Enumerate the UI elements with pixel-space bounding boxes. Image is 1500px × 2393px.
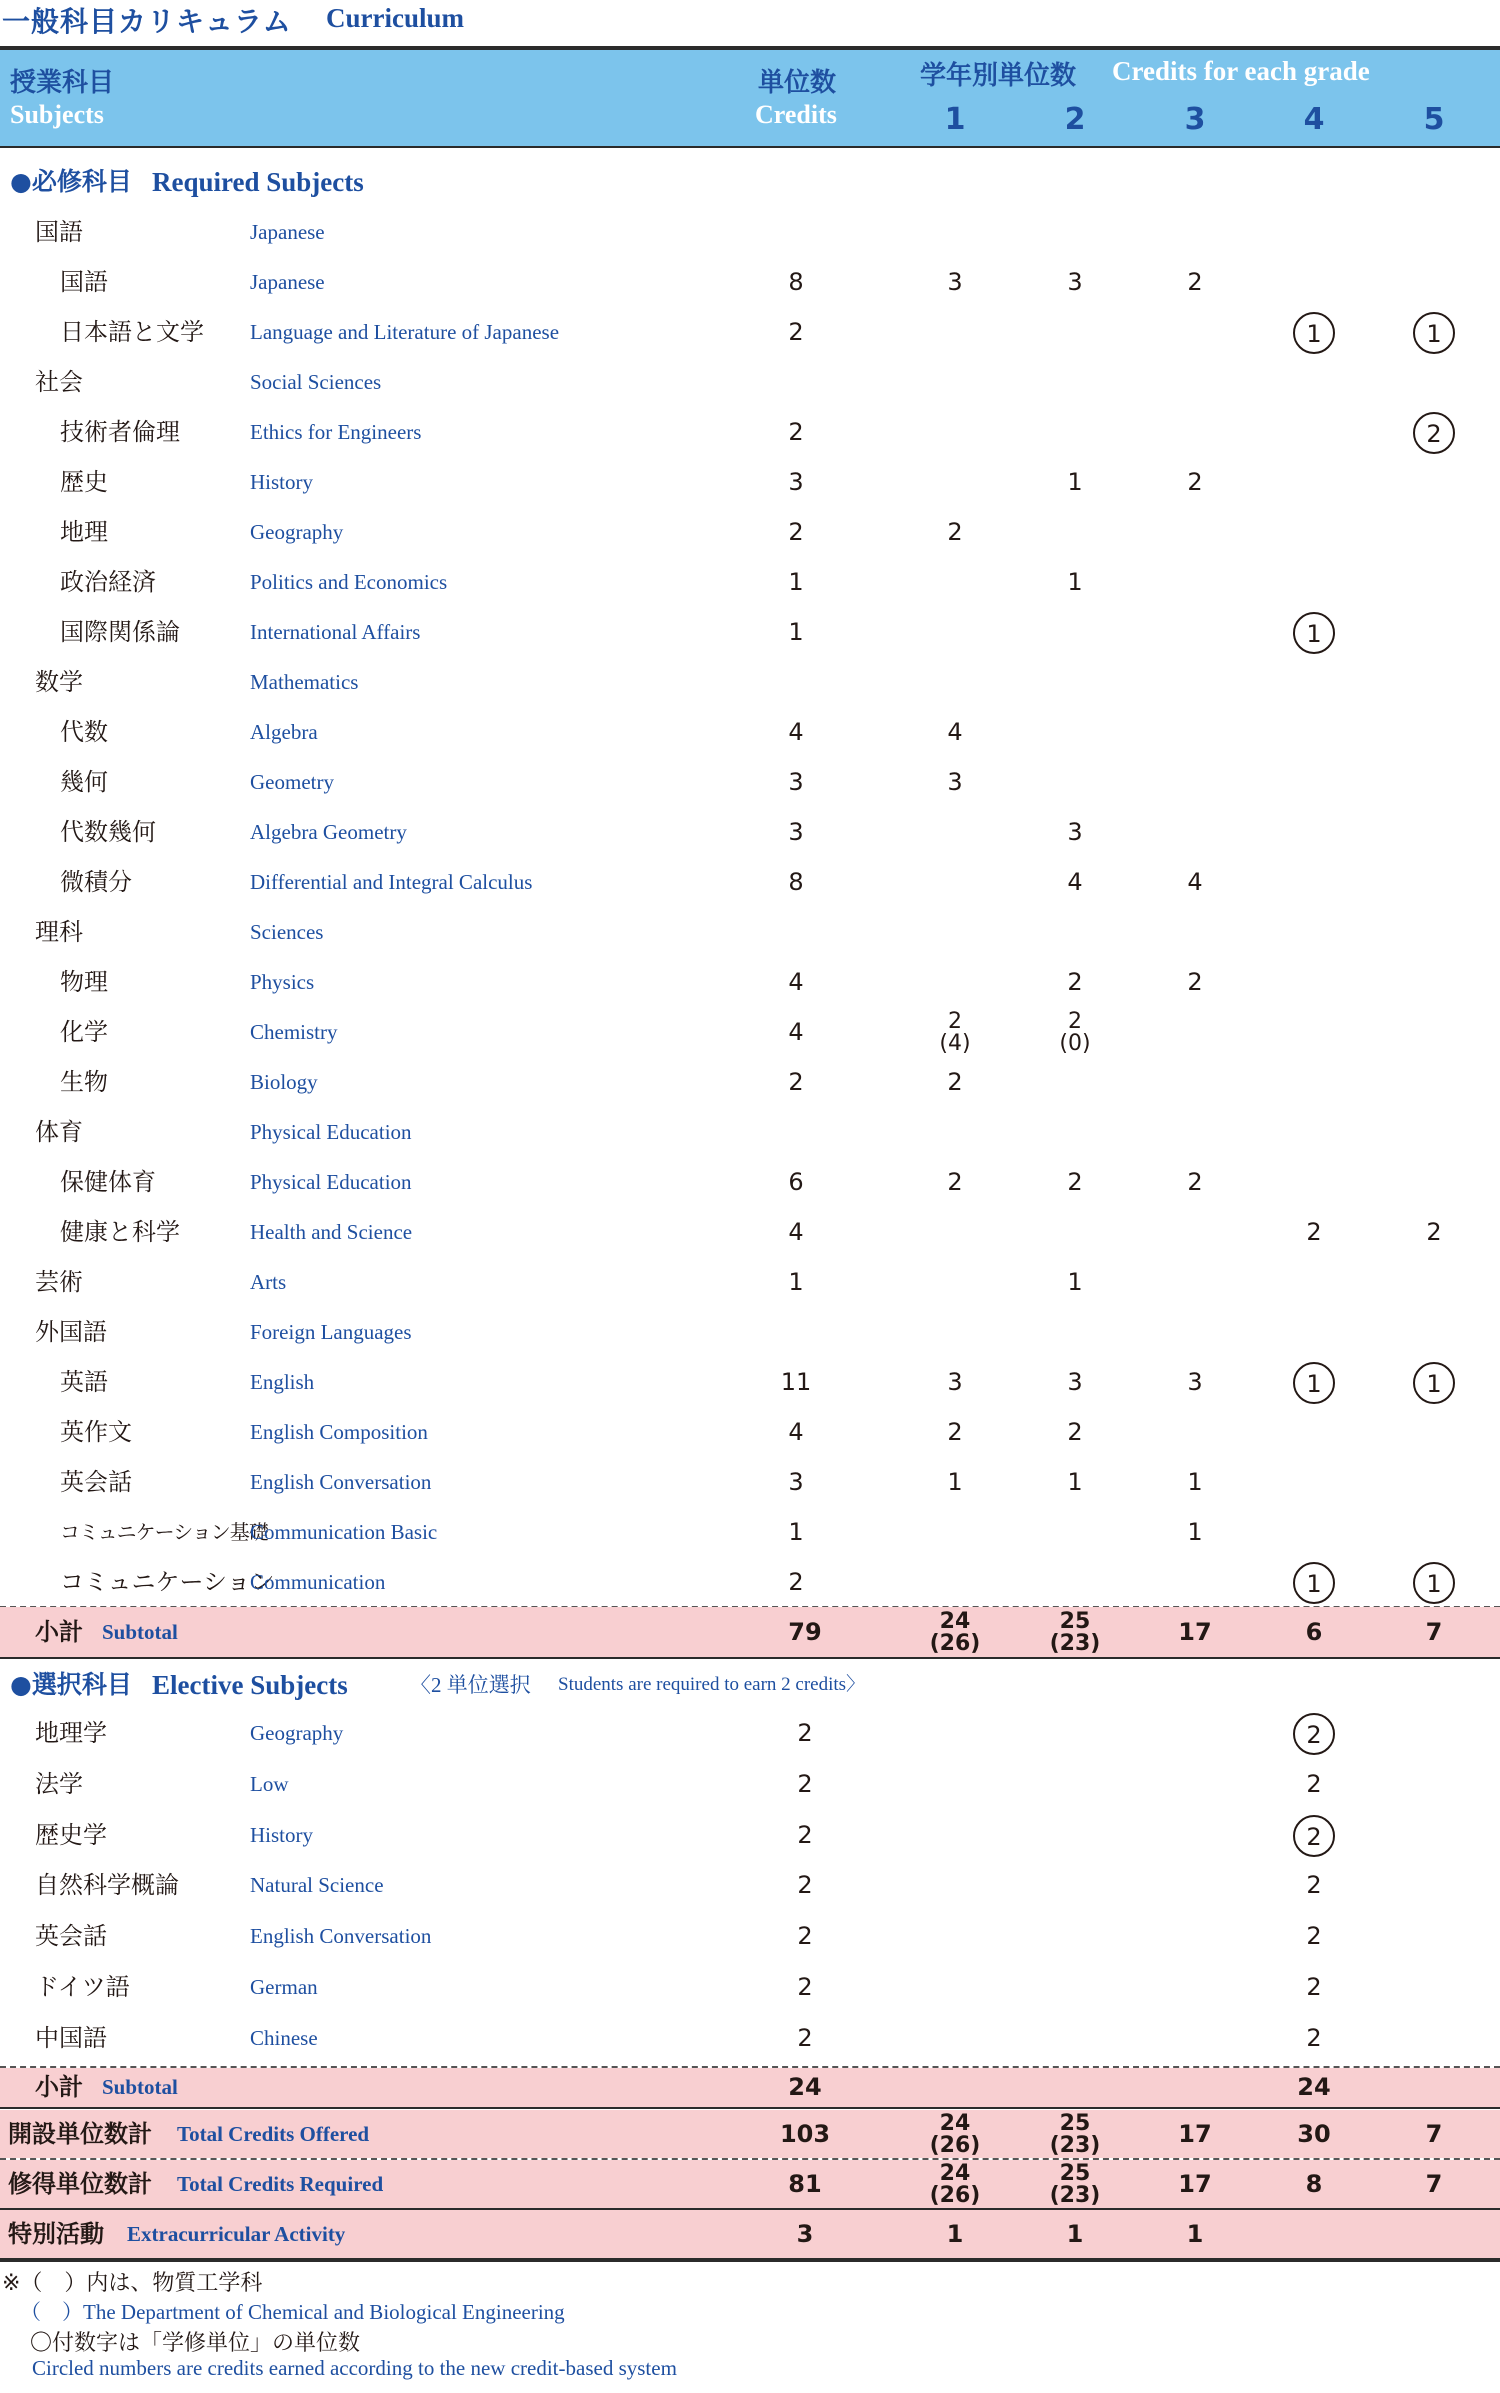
subject-name-en: History (250, 1822, 313, 1847)
subject-name-en: Chemistry (250, 1020, 338, 1044)
subject-name-jp: 開設単位数計 (8, 2120, 152, 2148)
subject-name-en: Total Credits Offered (177, 2122, 370, 2146)
circled-number: 1 (1293, 312, 1335, 354)
circled-number: 1 (1413, 312, 1455, 354)
subject-name-jp: 国語 (60, 268, 108, 296)
credit-cell: 2 (947, 1068, 963, 1096)
subject-row (0, 1057, 1500, 1107)
credits-total-cell: 11 (780, 1368, 812, 1396)
credits-total-cell: 3 (788, 768, 804, 796)
subject-name-jp: 生物 (60, 1068, 108, 1096)
credit-cell: 1 (1067, 1268, 1083, 1296)
stacked-credit-value (1050, 2113, 1101, 2157)
credit-cell: 4 (1187, 868, 1203, 896)
subject-name-jp: 小計 (35, 1618, 83, 1646)
credits-total-cell: 24 (788, 2073, 822, 2101)
credits-total-cell: 2 (788, 1068, 804, 1096)
subject-name-jp: 小計 (35, 2073, 83, 2101)
subject-name-jp: 国際関係論 (60, 618, 180, 646)
circled-credit-cell (1404, 407, 1464, 457)
stacked-paren-value: (23) (1049, 2183, 1101, 2208)
credit-cell: 17 (1178, 2170, 1212, 2198)
subject-name-en: Politics and Economics (250, 570, 448, 594)
totals-divider (0, 2158, 1500, 2160)
credit-cell: 2 (1306, 2023, 1322, 2052)
subject-name-jp: 代数 (60, 718, 108, 746)
category-row (0, 657, 1500, 707)
credit-cell: 3 (1067, 818, 1083, 846)
credit-cell: 1 (1067, 568, 1083, 596)
circled-credit-cell (1404, 1357, 1464, 1407)
subject-name-jp: 特別活動 (8, 2220, 104, 2248)
subject-row (0, 507, 1500, 557)
subject-name-en: Total Credits Required (177, 2172, 384, 2196)
stacked-credit-cell (1045, 2110, 1105, 2158)
credits-total-cell: 1 (788, 618, 804, 646)
subtotal-row (0, 1607, 1500, 1657)
subject-name-en: Mathematics (250, 670, 359, 694)
subject-name-jp: コミュニケーション (60, 1568, 275, 1596)
credit-cell: 2 (1067, 1168, 1083, 1196)
credits-total-cell: 8 (788, 268, 804, 296)
header-grade-5: 5 (1423, 102, 1445, 137)
subject-row (0, 1357, 1500, 1407)
subject-name-en: Social Sciences (250, 370, 382, 394)
credit-cell: 8 (1305, 2170, 1323, 2198)
circled-credit-cell (1284, 307, 1344, 357)
subtotal-row (0, 2068, 1500, 2107)
header-grade-en: Credits for each grade (1112, 56, 1370, 86)
stacked-main-value: 24 (939, 2111, 971, 2136)
credit-cell: 2 (1306, 1922, 1322, 1951)
category-row (0, 1107, 1500, 1157)
subject-row (0, 757, 1500, 807)
subject-name-jp: 英会話 (60, 1468, 132, 1496)
credits-total-cell: 2 (797, 1973, 813, 2001)
subject-name-jp: 化学 (60, 1018, 108, 1046)
circled-credit-cell (1404, 307, 1464, 357)
footnote-1-en: （ ）The Department of Chemical and Biological Engineering (20, 2300, 565, 2324)
required-subtotal-bottom-divider (0, 1657, 1500, 1659)
credit-cell: 2 (947, 518, 963, 546)
credit-cell: 17 (1178, 1618, 1212, 1646)
subject-name-en: Ethics for Engineers (250, 420, 422, 444)
subject-name-en: English Composition (250, 1420, 428, 1444)
stacked-credit-value (939, 1011, 970, 1055)
section-elective-en: Elective Subjects (152, 1670, 348, 1700)
credits-total-cell: 2 (797, 2023, 813, 2052)
stacked-credit-value (1059, 1011, 1090, 1055)
category-row (0, 907, 1500, 957)
subject-row (0, 607, 1500, 657)
stacked-main-value: 25 (1059, 2111, 1091, 2136)
subject-row (0, 1962, 1500, 2012)
subject-name-en: Geography (250, 1721, 344, 1745)
stacked-main-value: 24 (939, 1609, 971, 1634)
page-title-en: Curriculum (326, 3, 464, 33)
subject-name-jp: 法学 (35, 1769, 83, 1798)
credit-cell: 2 (1426, 1218, 1442, 1246)
stacked-main-value: 2 (947, 1009, 962, 1034)
stacked-credit-value (1050, 1611, 1101, 1655)
subject-row (0, 1457, 1500, 1507)
subject-row (0, 2013, 1500, 2063)
subject-row (0, 457, 1500, 507)
header-grade-1: 1 (944, 102, 966, 137)
credit-cell: 2 (1187, 1168, 1203, 1196)
subject-name-en: Algebra Geometry (250, 820, 407, 844)
subject-name-en: Foreign Languages (250, 1320, 412, 1344)
subject-name-en: Subtotal (102, 2075, 178, 2099)
total-row (0, 2110, 1500, 2158)
subject-row (0, 1507, 1500, 1557)
credit-cell: 2 (947, 1418, 963, 1446)
circled-number: 1 (1413, 1362, 1455, 1404)
section-elective-heading (0, 1660, 1500, 1710)
subject-name-en: Natural Science (250, 1873, 384, 1898)
table-bottom-border (0, 2258, 1500, 2262)
stacked-credit-cell (1045, 2160, 1105, 2208)
credits-total-cell: 103 (779, 2120, 831, 2148)
category-row (0, 207, 1500, 257)
circled-credit-cell (1284, 1708, 1344, 1758)
credit-cell: 7 (1425, 2170, 1443, 2198)
credits-total-cell: 2 (788, 418, 804, 446)
subject-row (0, 807, 1500, 857)
subject-name-jp: 中国語 (35, 2023, 107, 2052)
credit-cell: 2 (1187, 968, 1203, 996)
subject-name-jp: 英語 (60, 1368, 108, 1396)
stacked-credit-value (930, 2113, 981, 2157)
subject-name-en: Health and Science (250, 1220, 413, 1244)
subject-row (0, 1007, 1500, 1057)
stacked-main-value: 25 (1059, 1609, 1091, 1634)
credit-cell: 1 (947, 1468, 963, 1496)
credits-total-cell: 3 (796, 2220, 814, 2248)
subject-row (0, 1911, 1500, 1961)
circled-number: 2 (1413, 412, 1455, 454)
subject-name-en: Algebra (250, 720, 318, 744)
stacked-paren-value: (26) (929, 1631, 981, 1656)
credit-cell: 3 (947, 268, 963, 296)
subject-name-en: English Conversation (250, 1924, 432, 1949)
subject-row (0, 1407, 1500, 1457)
credit-cell: 17 (1178, 2120, 1212, 2148)
section-elective-note-jp: 〈2 単位選択 (410, 1673, 531, 1697)
credits-total-cell: 81 (788, 2170, 822, 2198)
stacked-credit-cell (925, 1607, 985, 1657)
credit-cell: 1 (1187, 1518, 1203, 1546)
footnote-2-jp: 〇付数字は「学修単位」の単位数 (30, 2331, 361, 2356)
subject-row (0, 557, 1500, 607)
stacked-credit-value (930, 2163, 981, 2207)
subject-row (0, 1860, 1500, 1910)
credits-total-cell: 1 (788, 1518, 804, 1546)
subject-name-jp: 微積分 (60, 868, 132, 896)
subject-row (0, 1759, 1500, 1809)
subject-name-jp: 歴史学 (35, 1820, 107, 1849)
stacked-paren-value: (23) (1049, 2133, 1101, 2158)
credits-total-cell: 2 (788, 1568, 804, 1596)
subject-name-en: Differential and Integral Calculus (250, 870, 533, 894)
page-title-jp: 一般科目カリキュラム (2, 5, 292, 38)
credit-cell: 4 (1067, 868, 1083, 896)
stacked-paren-value: (26) (929, 2183, 981, 2208)
subject-name-jp: 保健体育 (60, 1168, 156, 1196)
subject-name-jp: 自然科学概論 (35, 1871, 179, 1900)
credit-cell: 3 (1187, 1368, 1203, 1396)
credits-total-cell: 2 (797, 1719, 813, 1747)
credits-total-cell: 4 (788, 718, 804, 746)
subject-name-en: English Conversation (250, 1470, 432, 1494)
subject-name-jp: 数学 (35, 668, 83, 696)
header-grade-2: 2 (1064, 102, 1086, 137)
credits-total-cell: 4 (788, 1418, 804, 1446)
section-elective-jp: ●選択科目 (10, 1670, 132, 1699)
credit-cell: 3 (947, 768, 963, 796)
circled-number: 1 (1293, 1362, 1335, 1404)
subject-row (0, 257, 1500, 307)
credits-total-cell: 2 (797, 1820, 813, 1849)
header-subjects-jp: 授業科目 (10, 68, 115, 98)
subject-row (0, 707, 1500, 757)
credit-cell: 2 (1067, 968, 1083, 996)
subject-name-en: Geometry (250, 770, 334, 794)
subject-row (0, 1557, 1500, 1607)
credit-cell: 3 (947, 1368, 963, 1396)
stacked-main-value: 24 (939, 2161, 971, 2186)
credit-cell: 6 (1305, 1618, 1323, 1646)
credit-cell: 2 (1067, 1418, 1083, 1446)
subject-row (0, 957, 1500, 1007)
subject-row (0, 1157, 1500, 1207)
header-credits-en: Credits (755, 100, 837, 129)
section-required-heading (0, 157, 1500, 207)
subject-name-jp: 英会話 (35, 1922, 107, 1951)
credits-total-cell: 2 (788, 518, 804, 546)
header-subjects-en: Subjects (10, 100, 104, 129)
subject-name-jp: 社会 (35, 368, 83, 396)
section-required-en: Required Subjects (152, 167, 364, 197)
subject-name-en: Subtotal (102, 1620, 178, 1644)
credit-cell: 2 (1306, 1871, 1322, 1900)
credit-cell: 2 (1187, 268, 1203, 296)
credit-cell: 7 (1425, 1618, 1443, 1646)
subject-row (0, 307, 1500, 357)
subject-name-jp: 修得単位数計 (8, 2170, 152, 2198)
stacked-credit-cell (925, 1007, 985, 1057)
credit-cell: 1 (1067, 468, 1083, 496)
subject-name-en: Language and Literature of Japanese (250, 320, 560, 344)
credits-total-cell: 3 (788, 468, 804, 496)
subject-row (0, 1810, 1500, 1860)
credits-total-cell: 6 (788, 1168, 804, 1196)
subject-name-jp: 幾何 (60, 768, 108, 796)
circled-number: 1 (1413, 1562, 1455, 1604)
subject-name-jp: 日本語と文学 (60, 318, 204, 346)
credit-cell: 1 (1067, 1468, 1083, 1496)
stacked-paren-value: (23) (1049, 1631, 1101, 1656)
subject-name-jp: 芸術 (35, 1268, 83, 1296)
stacked-main-value: 25 (1059, 2161, 1091, 2186)
credits-total-cell: 79 (788, 1618, 822, 1646)
subject-row (0, 407, 1500, 457)
credits-total-cell: 8 (788, 868, 804, 896)
total-row (0, 2160, 1500, 2208)
subject-name-en: German (250, 1975, 318, 1999)
header-grade-3: 3 (1184, 102, 1206, 137)
subject-name-jp: 代数幾何 (60, 818, 156, 846)
credit-cell: 24 (1297, 2073, 1331, 2101)
footnote-1-jp: ※（ ）内は、物質工学科 (2, 2271, 263, 2296)
subject-name-en: Communication Basic (250, 1520, 438, 1544)
subject-row (0, 1708, 1500, 1758)
page-title-bar (0, 0, 1500, 50)
subject-name-jp: 英作文 (60, 1418, 132, 1446)
subject-name-jp: 外国語 (35, 1318, 107, 1346)
subject-name-jp: 地理学 (35, 1719, 107, 1747)
credits-total-cell: 4 (788, 1018, 804, 1046)
category-row (0, 1307, 1500, 1357)
section-elective-note-en: Students are required to earn 2 credits〉 (558, 1674, 866, 1695)
subject-row (0, 1257, 1500, 1307)
credit-cell: 2 (947, 1168, 963, 1196)
subject-name-en: Japanese (250, 270, 325, 294)
header-credits-jp: 単位数 (758, 68, 837, 98)
stacked-paren-value: (26) (929, 2133, 981, 2158)
subject-name-en: English (250, 1370, 315, 1394)
stacked-credit-cell (925, 2110, 985, 2158)
subject-name-en: Geography (250, 520, 344, 544)
credits-total-cell: 2 (797, 1871, 813, 1900)
credits-total-cell: 1 (788, 568, 804, 596)
credits-total-cell: 2 (797, 1922, 813, 1951)
header-grade-jp: 学年別単位数 (920, 61, 1077, 91)
circled-credit-cell (1404, 1557, 1464, 1607)
table-header (0, 50, 1500, 148)
circled-number: 2 (1293, 1713, 1335, 1755)
circled-number: 1 (1293, 612, 1335, 654)
totals-divider (0, 2208, 1500, 2210)
circled-credit-cell (1284, 1810, 1344, 1860)
credit-cell: 1 (1186, 2220, 1204, 2248)
subject-name-jp: 政治経済 (60, 568, 156, 596)
category-row (0, 357, 1500, 407)
header-grade-4: 4 (1303, 102, 1325, 137)
circled-credit-cell (1284, 1357, 1344, 1407)
subject-name-jp: 歴史 (60, 468, 108, 496)
credit-cell: 30 (1297, 2120, 1331, 2148)
subject-name-en: Physical Education (250, 1170, 412, 1194)
subject-row (0, 857, 1500, 907)
stacked-credit-cell (1045, 1007, 1105, 1057)
credit-cell: 4 (947, 718, 963, 746)
circled-credit-cell (1284, 1557, 1344, 1607)
subject-name-en: Low (250, 1771, 289, 1796)
subject-name-en: Extracurricular Activity (127, 2222, 346, 2246)
credits-total-cell: 4 (788, 1218, 804, 1246)
elective-subtotal-bottom-divider (0, 2107, 1500, 2109)
credit-cell: 7 (1425, 2120, 1443, 2148)
credits-total-cell: 2 (788, 318, 804, 346)
credit-cell: 1 (1187, 1468, 1203, 1496)
stacked-credit-cell (1045, 1607, 1105, 1657)
stacked-main-value: 2 (1067, 1009, 1082, 1034)
subject-name-jp: 体育 (35, 1118, 83, 1146)
credits-total-cell: 4 (788, 968, 804, 996)
stacked-paren-value: (0) (1059, 1031, 1091, 1056)
circled-number: 1 (1293, 1562, 1335, 1604)
subject-name-jp: コミュニケーション基礎 (60, 1520, 268, 1544)
footnote-2-en: Circled numbers are credits earned according to the new credit-based system (32, 2356, 677, 2380)
credit-cell: 2 (1306, 1769, 1322, 1798)
credit-cell: 1 (946, 2220, 964, 2248)
stacked-credit-value (1050, 2163, 1101, 2207)
total-row (0, 2210, 1500, 2258)
subject-name-jp: 技術者倫理 (60, 418, 180, 446)
subject-name-en: International Affairs (250, 620, 421, 644)
subject-name-en: Biology (250, 1070, 318, 1094)
subject-name-en: Arts (250, 1270, 287, 1294)
subject-name-jp: 国語 (35, 218, 83, 246)
subject-row (0, 1207, 1500, 1257)
subject-name-en: Communication (250, 1570, 386, 1594)
subject-name-jp: ドイツ語 (35, 1973, 130, 2001)
credit-cell: 2 (1306, 1973, 1322, 2001)
footnotes (0, 2264, 1500, 2393)
section-required-jp: ●必修科目 (10, 167, 132, 196)
subject-name-en: Japanese (250, 220, 325, 244)
subject-name-jp: 地理 (60, 518, 108, 546)
subject-name-en: Chinese (250, 2025, 318, 2050)
credits-total-cell: 3 (788, 818, 804, 846)
credit-cell: 1 (1066, 2220, 1084, 2248)
subject-name-jp: 健康と科学 (60, 1218, 180, 1246)
credits-total-cell: 2 (797, 1769, 813, 1798)
subject-name-jp: 理科 (35, 918, 83, 946)
subject-name-en: History (250, 470, 313, 494)
credit-cell: 3 (1067, 1368, 1083, 1396)
credit-cell: 2 (1187, 468, 1203, 496)
stacked-credit-cell (925, 2160, 985, 2208)
subject-name-en: Physics (250, 970, 315, 994)
subject-name-en: Sciences (250, 920, 324, 944)
credit-cell: 2 (1306, 1218, 1322, 1246)
credits-total-cell: 3 (788, 1468, 804, 1496)
credits-total-cell: 1 (788, 1268, 804, 1296)
subject-name-jp: 物理 (60, 968, 108, 996)
circled-credit-cell (1284, 607, 1344, 657)
subject-name-en: Physical Education (250, 1120, 412, 1144)
circled-number: 2 (1293, 1815, 1335, 1857)
stacked-paren-value: (4) (939, 1031, 971, 1056)
stacked-credit-value (930, 1611, 981, 1655)
credit-cell: 3 (1067, 268, 1083, 296)
